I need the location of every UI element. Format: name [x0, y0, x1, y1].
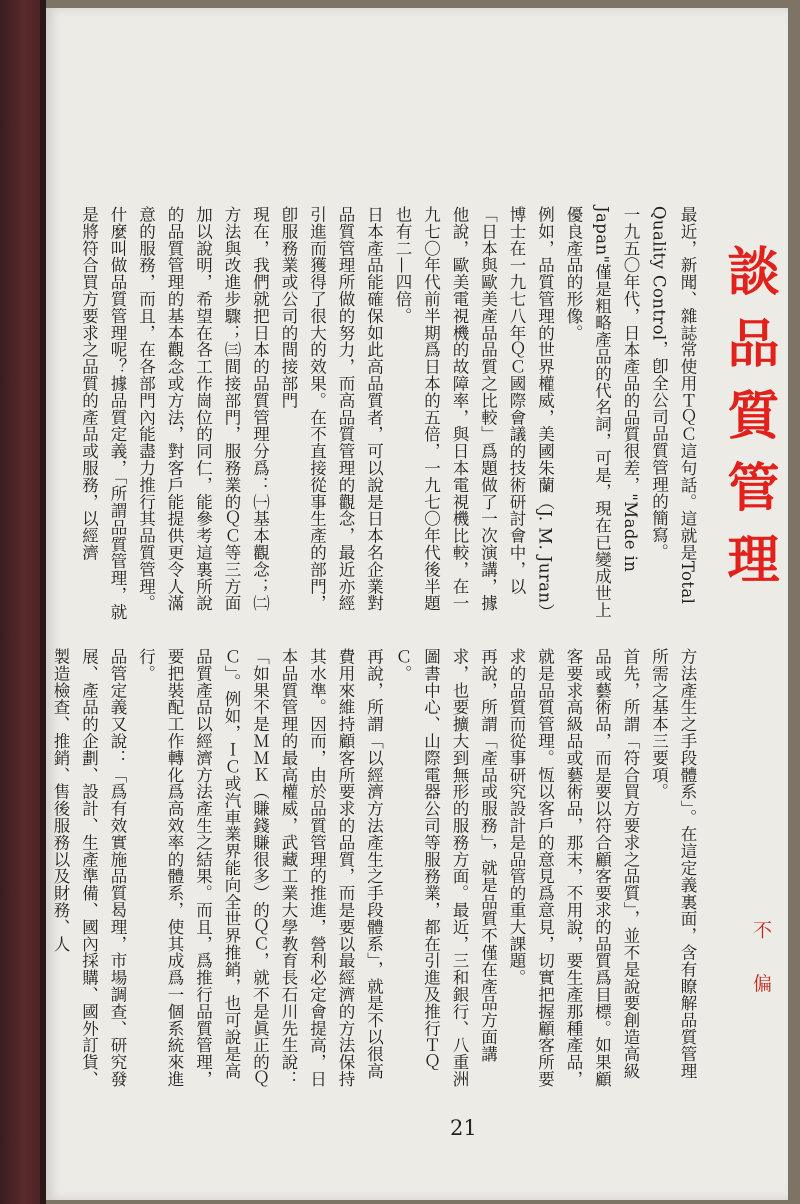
paragraph: 日本產品能確保如此高品質者，可以說是日本名企業對品質管理所做的努力，而高品質管理的觀念，最近亦經引進而獲得了很大的效果。在不直接從事生產的部門，卽服務業或公司的間接部門 — [279, 206, 384, 612]
paragraph: 再說，所謂「產品或服務」，就是品質不僅在產品方面講求，也要擴大到無形的服務方面。最近，三和銀行、八重洲圖書中心、山際電器公司等服務業，都在引進及推行ＴＱＣ。 — [393, 648, 498, 1088]
paragraph: 例如，品質管理的世界權威，美國朱蘭（J. M. Juran）博士在一九七八年ＱＣ國際會議的技術研討會中，以「日本與歐美產品品質之比較」爲題做了一次演講，據他說，歐美電視機的故障率，與日本電視機比較，在一九七〇年代前半期爲日本的五倍，一九七〇年代後半題也有二—四倍。 — [393, 206, 555, 621]
paragraph: 最近，新聞、雜誌常使用ＴＱＣ這句話。這就是Total Quality Control，卽全公司品質管理的簡寫。 — [649, 206, 697, 605]
paragraph: 什麼叫做品質管理呢？據品質定義，「所謂品質管理，就是將符合買方要求之品質的產品或服務，以經濟 — [79, 206, 127, 621]
article-author: 不 偏 — [750, 920, 772, 1007]
upper-text-block — [79, 206, 701, 626]
page-number: 21 — [450, 1116, 477, 1140]
lower-text-block — [51, 648, 701, 1088]
book-page — [46, 8, 788, 1200]
paragraph: 一九五〇年代，日本產品的品質很差，"Made in Japan"僅是粗略產品的代名詞，可是，現在已變成世上優良產品的形像。 — [564, 206, 640, 619]
paragraph: 首先，所謂「符合買方要求之品質」，並不是說要創造高級品或藝術品，而是要以符合顧客要求的品質爲目標。如果顧客要求高級品或藝術品，那末，不用說，要生產那種產品，就是品質管理。恆以客戶的意見爲意見，切實把握顧客所要求的品質而從事研究設計是品管的重大課題。 — [507, 648, 640, 1088]
paragraph: 再說，所謂「以經濟方法產生之手段體系」，就是不以很高費用來維持顧客所要求的品質，而是要以最經濟的方法保持其水準。因而，由於品質管理的推進，營利必定會提高，日本品質管理的最高權威，武藏工業大學教育長石川先生說：「如果不是ＭＭＫ（賺錢賺很多）的ＱＣ，就不是眞正的ＱＣ」。例如，ＩＣ或汽車業界能向全世界推銷，也可說是高品質產品以經濟方法產生之結果。而且，爲推行品質管理，要把裝配工作轉化爲高效率的體系，使其成爲一個系統來進行。 — [136, 648, 384, 1088]
paragraph: 方法產生之手段體系」。在這定義裏面，含有瞭解品質管理所需之基本三要項。 — [649, 648, 697, 1080]
paragraph: 現在，我們就把日本的品質管理分爲：㈠基本觀念；㈡方法與改進步驟；㈢間接部門，服務業的ＱＣ等三方面加以說明，希望在各工作崗位的同仁，能參考這裏所說的品質管理的基本觀念或方法，對客戶能提供更令人滿意的服務，而且，在各部門內能盡力推行其品質管理。 — [136, 206, 270, 612]
article-title: 談品質管理 — [718, 244, 778, 604]
book-spine — [0, 0, 44, 1204]
paragraph: 品管定義又說：「爲有效實施品質曷理，市場調查、研究發展、產品的企劃、設計、生產準備、國內採購、國外訂貨、製造檢查、推銷、售後服務以及財務、人 — [51, 648, 127, 1088]
